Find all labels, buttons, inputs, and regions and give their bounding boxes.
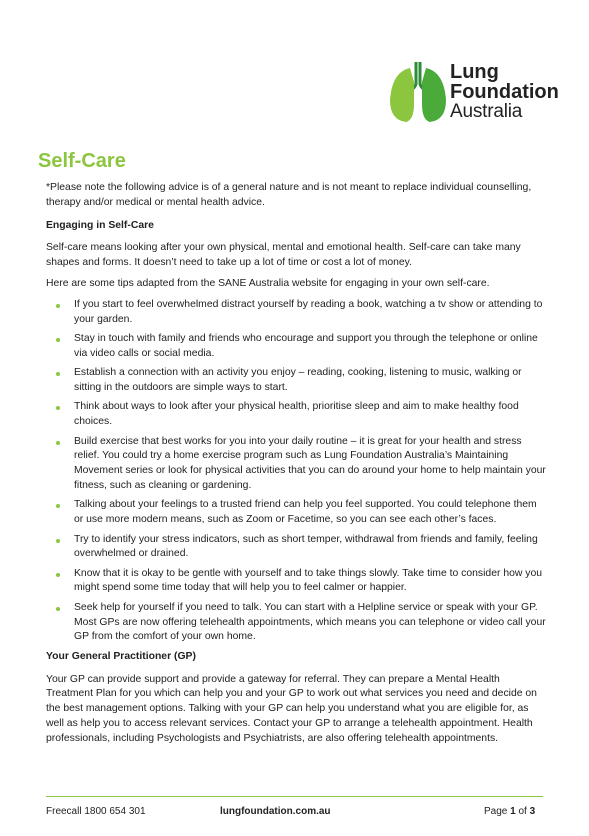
list-item: Stay in touch with family and friends who encourage and support you through the telephone or online via video calls or social media. xyxy=(74,332,546,362)
list-item: Talking about your feelings to a trusted friend can help you feel supported. You could telephone them or use more modern means, such as Zoom or Facetime, so you can see each other’s faces. xyxy=(74,498,546,528)
disclaimer-note: *Please note the following advice is of a general nature and is not meant to replace individual counselling, therapy and/or medical or mental health advice. xyxy=(46,182,532,208)
document-body xyxy=(46,181,546,753)
logo-line2: Foundation xyxy=(450,81,559,103)
list-item: Seek help for yourself if you need to talk. You can start with a Helpline service or speak with your GP. Most GPs are now offering telehealth appointments, which means you can telephone or video call your GP from the comfort of your own home. xyxy=(74,601,546,645)
bullet-icon xyxy=(56,573,60,577)
bullet-icon xyxy=(56,372,60,376)
bullet-icon xyxy=(56,441,60,445)
list-item: Know that it is okay to be gentle with yourself and to take things slowly. Take time to consider how you might spend some time today that will help you to feel calmer or happier. xyxy=(74,567,546,597)
list-item: Try to identify your stress indicators, such as short temper, withdrawal from friends and family, feeling overwhelmed or drained. xyxy=(74,533,546,563)
footer-freecall: Freecall 1800 654 301 xyxy=(46,806,146,817)
logo-wordmark xyxy=(450,62,559,122)
footer-page-number: Page 1 of 3 xyxy=(484,806,536,817)
paragraph: Here are some tips adapted from the SANE Australia website for engaging in your own self-care. xyxy=(46,277,490,289)
bullet-icon xyxy=(56,304,60,308)
section-heading-self-care: Engaging in Self-Care xyxy=(46,219,154,231)
lung-foundation-logo xyxy=(388,60,588,130)
paragraph: Self-care means looking after your own physical, mental and emotional health. Self-care can take many shapes and forms. It doesn’t need to take up a lot of time or cost a lot of money. xyxy=(46,242,521,269)
bullet-icon xyxy=(56,607,60,611)
list-item: Establish a connection with an activity you enjoy – reading, cooking, listening to music, walking or sitting in the outdoors are simple ways to start. xyxy=(74,366,546,396)
bullet-icon xyxy=(56,406,60,410)
tips-list xyxy=(46,298,546,645)
bullet-icon xyxy=(56,338,60,342)
footer-website-link[interactable]: lungfoundation.com.au xyxy=(220,806,331,817)
section-heading-gp: Your General Practitioner (GP) xyxy=(46,650,196,662)
list-item: Build exercise that best works for you into your daily routine – it is great for your health and stress relief. You could try a home exercise program such as Lung Foundation Australia’s Maintaining Movement series or look for physical activities that you can do around your home to help maintain your fitness, such as cleaning or gardening. xyxy=(74,435,546,494)
logo-line3: Australia xyxy=(450,101,523,122)
list-item: If you start to feel overwhelmed distract yourself by reading a book, watching a tv show or attending to your garden. xyxy=(74,298,546,328)
footer-divider xyxy=(46,796,543,797)
lungs-icon xyxy=(388,60,448,126)
page-title: Self-Care xyxy=(38,150,126,172)
bullet-icon xyxy=(56,539,60,543)
bullet-icon xyxy=(56,504,60,508)
paragraph: Your GP can provide support and provide a gateway for referral. They can prepare a Mental Health Treatment Plan for you which can help you and your GP to work out what services you need and decide on the best management options. Talking with your GP can help you understand what you are eligible for, as well as help you to access relevant services. Contact your GP to arrange a telehealth appointment. Health professionals, including Psychologists and Psychiatrists, are also offering telehealth appointments. xyxy=(46,673,537,744)
list-item: Think about ways to look after your physical health, prioritise sleep and aim to make healthy food choices. xyxy=(74,400,546,430)
logo-line1: Lung xyxy=(450,61,499,83)
